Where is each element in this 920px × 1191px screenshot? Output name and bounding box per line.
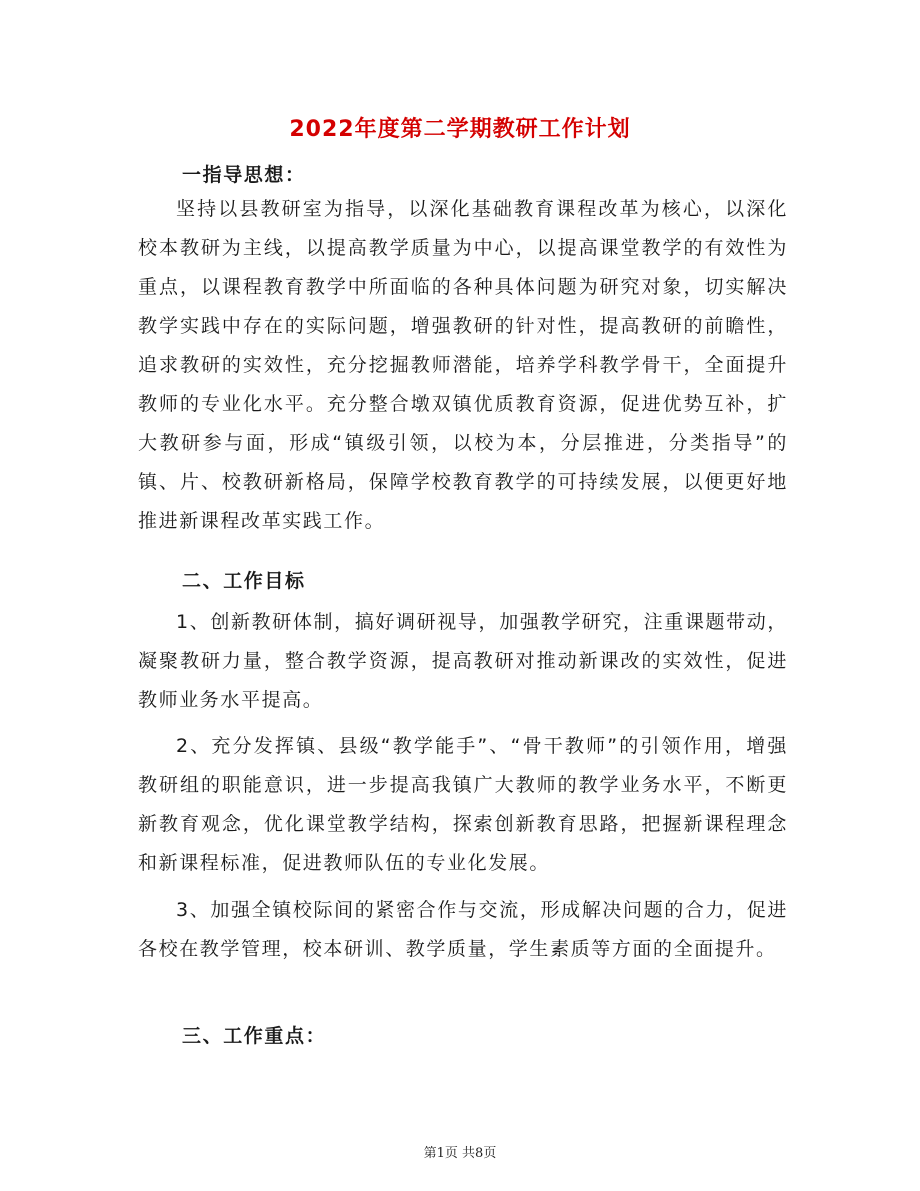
page-number: 第1页 共8页 bbox=[423, 1146, 497, 1161]
document-title: 2022年度第二学期教研工作计划 bbox=[289, 117, 631, 142]
section-body-work-goals-3 bbox=[138, 891, 788, 969]
paragraph: 3、加强全镇校际间的紧密合作与交流，形成解决问题的合力，促进各校在教学管理，校本研训、教学质量，学生素质等方面的全面提升。 bbox=[138, 899, 788, 960]
section-heading-work-focus: 三、工作重点： bbox=[182, 1025, 327, 1047]
section-body-work-goals bbox=[138, 603, 788, 720]
section-heading-work-goals: 二、工作目标 bbox=[182, 570, 306, 592]
section-heading-guiding-ideology: 一指导思想： bbox=[182, 164, 306, 186]
paragraph: 1、创新教研体制，搞好调研视导，加强教学研究，注重课题带动，凝聚教研力量，整合教学资源，提高教研对推动新课改的实效性，促进教师业务水平提高。 bbox=[138, 611, 788, 711]
paragraph: 2、充分发挥镇、县级“教学能手”、“骨干教师”的引领作用，增强教研组的职能意识，进一步提高我镇广大教师的教学业务水平，不断更新教育观念，优化课堂教学结构，探索创新教育思路，把握新课程理念和新课程标准，促进教师队伍的专业化发展。 bbox=[138, 735, 788, 874]
paragraph: 坚持以县教研室为指导，以深化基础教育课程改革为核心，以深化校本教研为主线，以提高教学质量为中心，以提高课堂教学的有效性为重点，以课程教育教学中所面临的各种具体问题为研究对象，切实解决教学实践中存在的实际问题，增强教研的针对性，提高教研的前瞻性，追求教研的实效性，充分挖掘教师潜能，培养学科教学骨干，全面提升教师的专业化水平。充分整合墩双镇优质教育资源，促进优势互补，扩大教研参与面，形成“镇级引领，以校为本，分层推进，分类指导”的镇、片、校教研新格局，保障学校教育教学的可持续发展，以便更好地推进新课程改革实践工作。 bbox=[138, 198, 788, 532]
section-body-work-goals-2 bbox=[138, 727, 788, 883]
section-body-guiding-ideology bbox=[138, 190, 788, 541]
